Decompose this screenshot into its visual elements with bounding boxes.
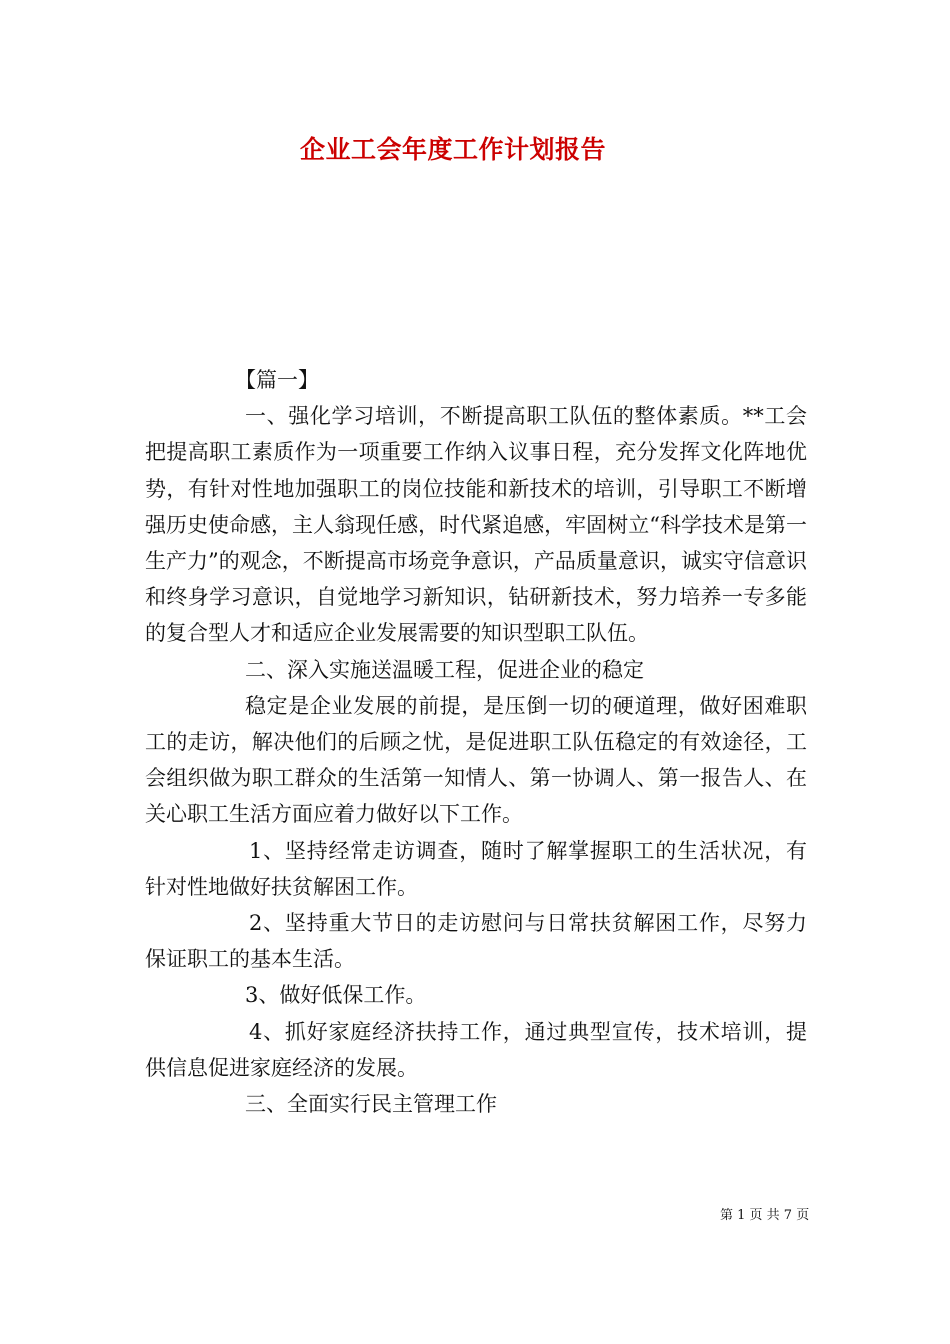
document-body <box>145 362 807 1122</box>
list-item-holidays: 2、坚持重大节日的走访慰问与日常扶贫解困工作，尽努力保证职工的基本生活。 <box>145 911 807 972</box>
paragraph-heading-warmth: 二、深入实施送温暖工程，促进企业的稳定 <box>245 657 644 682</box>
page-number-footer: 第 1 页 共 7 页 <box>720 1208 810 1223</box>
paragraph-stability: 稳定是企业发展的前提，是压倒一切的硬道理，做好困难职工的走访，解决他们的后顾之忧，是促进职工队伍稳定的有效途径，工会组织做为职工群众的生活第一知情人、第一协调人、第一报告人、在关心职工生活方面应着力做好以下工作。 <box>145 693 807 827</box>
list-item-visits: 1、坚持经常走访调查，随时了解掌握职工的生活状况，有针对性地做好扶贫解困工作。 <box>145 838 807 899</box>
list-item-family-economy: 4、抓好家庭经济扶持工作，通过典型宣传，技术培训，提供信息促进家庭经济的发展。 <box>145 1019 807 1080</box>
paragraph-training: 一、强化学习培训，不断提高职工队伍的整体素质。**工会把提高职工素质作为一项重要工作纳入议事日程，充分发挥文化阵地优势，有针对性地加强职工的岗位技能和新技术的培训，引导职工不断增强历史使命感，主人翁现任感，时代紧追感，牢固树立“科学技术是第一生产力”的观念，不断提高市场竞争意识，产品质量意识，诚实守信意识和终身学习意识，自觉地学习新知识，钻研新技术，努力培养一专多能的复合型人才和适应企业发展需要的知识型职工队伍。 <box>145 404 807 646</box>
document-title: 企业工会年度工作计划报告 <box>300 135 607 164</box>
paragraph-heading-democracy: 三、全面实行民主管理工作 <box>245 1092 497 1117</box>
list-item-low-income: 3、做好低保工作。 <box>245 983 427 1008</box>
section-heading-part-one: 【篇一】 <box>235 368 319 392</box>
